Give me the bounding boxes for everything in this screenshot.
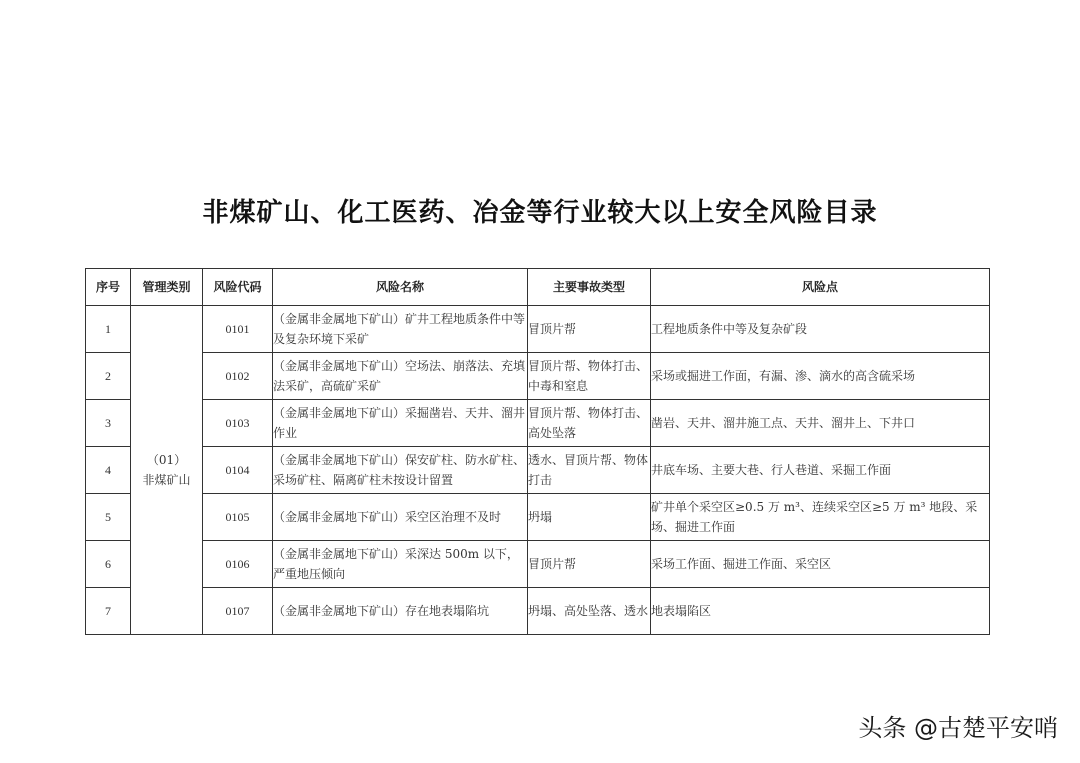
table-header-row [86,269,990,306]
table-row [86,494,990,541]
header-risk-point: 风险点 [651,269,990,306]
row-risk-point: 采场工作面、掘进工作面、采空区 [651,541,990,588]
row-code: 0107 [203,588,273,635]
row-seq: 4 [86,447,131,494]
row-code: 0104 [203,447,273,494]
header-category: 管理类别 [131,269,203,306]
row-accident-type: 冒顶片帮 [528,541,651,588]
row-risk-point: 工程地质条件中等及复杂矿段 [651,306,990,353]
table-row [86,353,990,400]
row-risk-name: （金属非金属地下矿山）空场法、崩落法、充填法采矿，高硫矿采矿 [273,353,528,400]
table-row [86,588,990,635]
risk-table [85,268,990,635]
table-row [86,447,990,494]
table-row [86,306,990,353]
row-risk-name: （金属非金属地下矿山）采深达 500m 以下，严重地压倾向 [273,541,528,588]
header-code: 风险代码 [203,269,273,306]
header-seq: 序号 [86,269,131,306]
row-risk-point: 凿岩、天井、溜井施工点、天井、溜井上、下井口 [651,400,990,447]
row-accident-type: 冒顶片帮、物体打击、高处坠落 [528,400,651,447]
row-accident-type: 坍塌、高处坠落、透水 [528,588,651,635]
header-accident-type: 主要事故类型 [528,269,651,306]
row-seq: 5 [86,494,131,541]
row-seq: 2 [86,353,131,400]
row-code: 0102 [203,353,273,400]
row-seq: 3 [86,400,131,447]
row-accident-type: 冒顶片帮、物体打击、中毒和窒息 [528,353,651,400]
row-code: 0106 [203,541,273,588]
table-row [86,541,990,588]
table-row [86,400,990,447]
row-risk-point: 矿井单个采空区≥0.5 万 m³、连续采空区≥5 万 m³ 地段、采场、掘进工作面 [651,494,990,541]
row-risk-point: 采场或掘进工作面，有漏、渗、滴水的高含硫采场 [651,353,990,400]
row-risk-name: （金属非金属地下矿山）采空区治理不及时 [273,494,528,541]
row-risk-name: （金属非金属地下矿山）保安矿柱、防水矿柱、采场矿柱、隔离矿柱未按设计留置 [273,447,528,494]
row-accident-type: 透水、冒顶片帮、物体打击 [528,447,651,494]
category-cell [131,306,203,635]
row-risk-name: （金属非金属地下矿山）存在地表塌陷坑 [273,588,528,635]
page-title: 非煤矿山、化工医药、冶金等行业较大以上安全风险目录 [202,198,878,228]
row-seq: 1 [86,306,131,353]
row-risk-point: 地表塌陷区 [651,588,990,635]
header-risk-name: 风险名称 [273,269,528,306]
row-code: 0105 [203,494,273,541]
row-risk-point: 井底车场、主要大巷、行人巷道、采掘工作面 [651,447,990,494]
row-code: 0101 [203,306,273,353]
row-accident-type: 坍塌 [528,494,651,541]
category-name: 非煤矿山 [142,473,191,487]
category-code: （01） [146,453,187,467]
row-risk-name: （金属非金属地下矿山）矿井工程地质条件中等及复杂环境下采矿 [273,306,528,353]
watermark: 头条 @古楚平安哨 [858,714,1058,742]
row-seq: 6 [86,541,131,588]
row-seq: 7 [86,588,131,635]
row-code: 0103 [203,400,273,447]
row-accident-type: 冒顶片帮 [528,306,651,353]
row-risk-name: （金属非金属地下矿山）采掘凿岩、天井、溜井作业 [273,400,528,447]
